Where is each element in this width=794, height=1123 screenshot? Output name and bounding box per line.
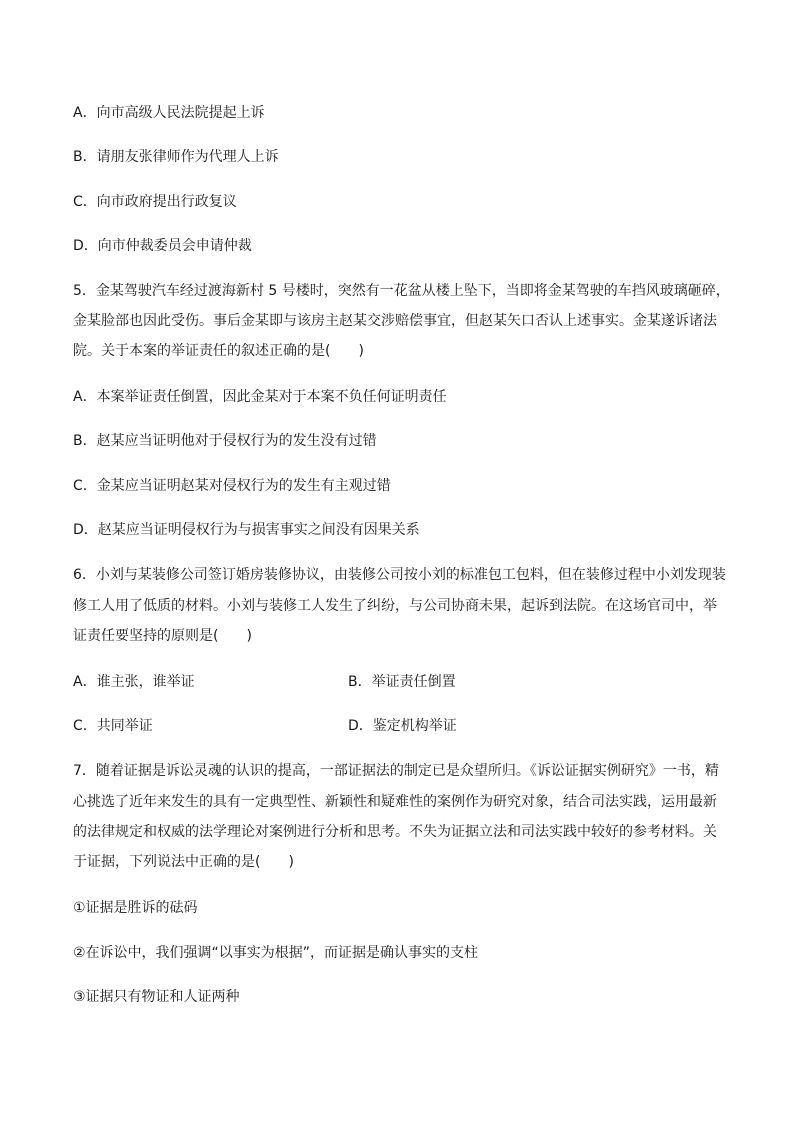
q6-option-b: B．举证责任倒置 [348,674,456,690]
q4-option-b: B．请朋友张律师作为代理人上诉 [73,149,279,165]
q7-stem-line-4: 于证据，下列说法中正确的是( ) [73,854,294,870]
q6-stem-line-2: 修工人用了低质的材料。小刘与装修工人发生了纠纷，与公司协商未果，起诉到法院。在这场官司中，举 [73,598,717,614]
q5-option-a: A．本案举证责任倒置，因此金某对于本案不负任何证明责任 [73,389,447,405]
q6-option-d: D．鉴定机构举证 [348,718,457,734]
q6-option-a: A．谁主张，谁举证 [73,674,195,690]
q6-option-c: C．共同举证 [73,718,153,734]
q4-option-c: C．向市政府提出行政复议 [73,194,237,210]
q7-stem-line-1: 7．随着证据是诉讼灵魂的认识的提高，一部证据法的制定已是众望所归。《诉讼证据实例研究》一书，精 [73,763,719,779]
q7-statement-1: ①证据是胜诉的砝码 [73,900,198,916]
q6-stem-line-3: 证责任要坚持的原则是( ) [73,628,252,644]
q7-stem-line-3: 的法律规定和权威的法学理论对案例进行分析和思考。不失为证据立法和司法实践中较好的参考材料。关 [73,824,717,840]
q7-statement-3: ③证据只有物证和人证两种 [73,989,240,1005]
q7-stem-line-2: 心挑选了近年来发生的具有一定典型性、新颖性和疑难性的案例作为研究对象，结合司法实践，运用最新 [73,794,717,810]
q4-option-d: D．向市仲裁委员会申请仲裁 [73,238,252,254]
q5-stem-line-1: 5．金某驾驶汽车经过渡海新村 5 号楼时，突然有一花盆从楼上坠下，当即将金某驾驶的车挡风玻璃砸碎， [73,283,730,299]
q4-option-a: A．向市高级人民法院提起上诉 [73,105,265,121]
q7-statement-2: ②在诉讼中，我们强调“以事实为根据”，而证据是确认事实的支柱 [73,945,479,961]
q5-option-c: C．金某应当证明赵某对侵权行为的发生有主观过错 [73,478,391,494]
q5-option-b: B．赵某应当证明他对于侵权行为的发生没有过错 [73,433,377,449]
q5-stem-line-3: 院。关于本案的举证责任的叙述正确的是( ) [73,343,364,359]
q5-option-d: D．赵某应当证明侵权行为与损害事实之间没有因果关系 [73,522,420,538]
q5-stem-line-2: 金某脸部也因此受伤。事后金某即与该房主赵某交涉赔偿事宜，但赵某矢口否认上述事实。金某遂诉诸法 [73,313,717,329]
q6-stem-line-1: 6．小刘与某装修公司签订婚房装修协议，由装修公司按小刘的标准包工包料，但在装修过程中小刘发现装 [73,567,726,583]
